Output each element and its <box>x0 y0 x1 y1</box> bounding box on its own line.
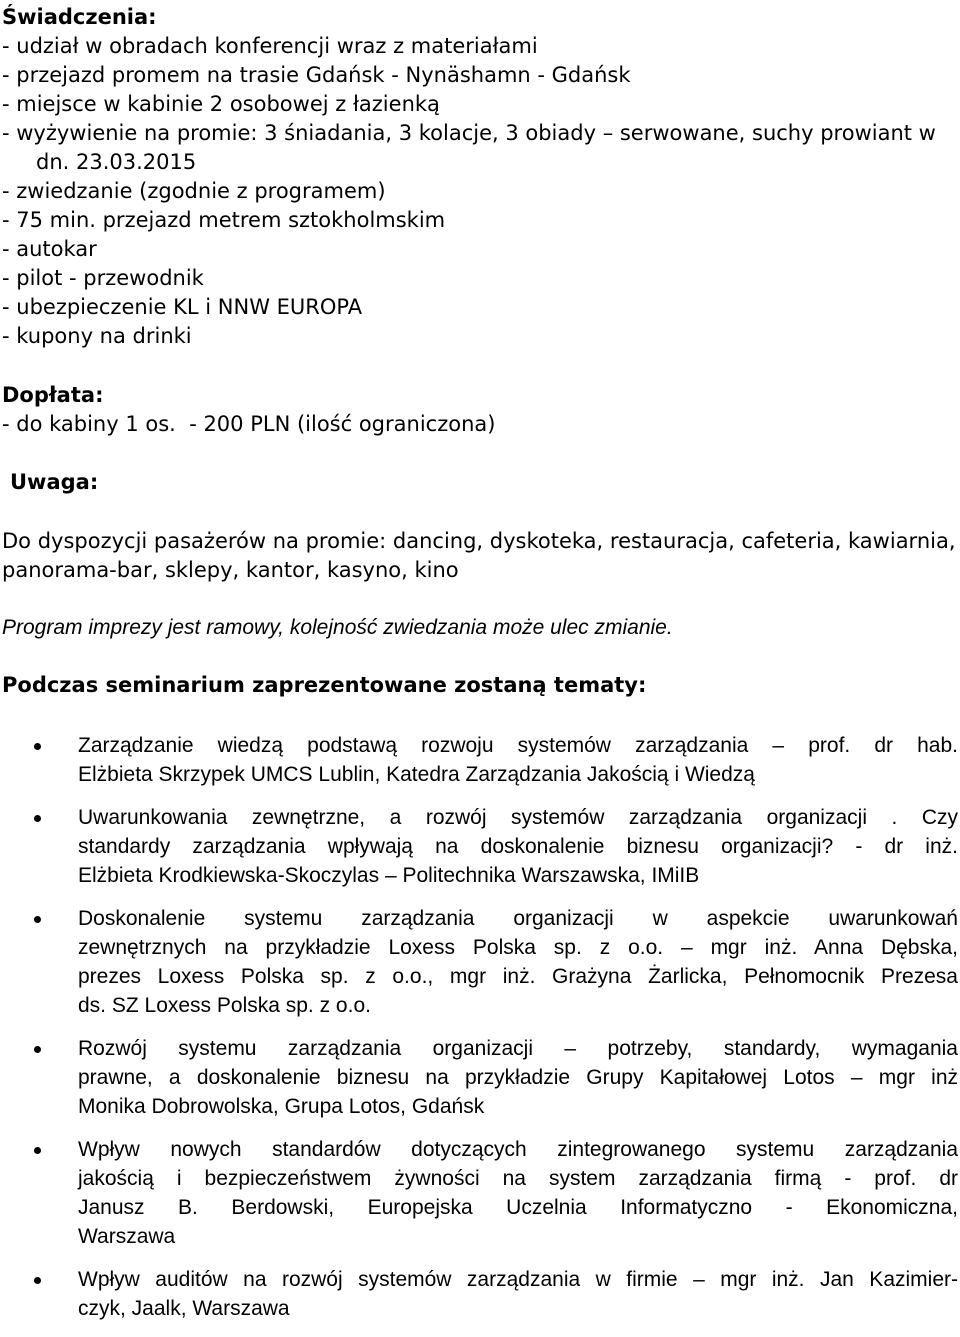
topic-line: Rozwój systemu zarządzania organizacji – potrzeby, standardy, wymagania <box>78 1037 958 1060</box>
topic-line: Zarządzanie wiedzą podstawą rozwoju systemów zarządzania – prof. dr hab. <box>78 734 958 757</box>
bullet-icon <box>34 743 41 750</box>
topic-line: ds. SZ Loxess Polska sp. z o.o. <box>78 994 371 1017</box>
benefit-item: - wyżywienie na promie: 3 śniadania, 3 kolacje, 3 obiady – serwowane, suchy prowiant w <box>2 121 936 145</box>
benefit-item: - zwiedzanie (zgodnie z programem) <box>2 179 386 203</box>
topic-line: Elżbieta Skrzypek UMCS Lublin, Katedra Zarządzania Jakością i Wiedzą <box>78 763 755 786</box>
topic-text <box>78 1034 958 1121</box>
topic-item <box>0 1034 960 1121</box>
benefit-item: - 75 min. przejazd metrem sztokholmskim <box>2 208 446 232</box>
benefit-item: - udział w obradach konferencji wraz z materiałami <box>2 34 538 58</box>
benefit-item: - kupony na drinki <box>2 324 192 348</box>
topic-text <box>78 904 958 1020</box>
bullet-icon <box>34 815 41 822</box>
benefit-item: - przejazd promem na trasie Gdańsk - Nynäshamn - Gdańsk <box>2 63 631 87</box>
bullet-icon <box>34 1277 41 1284</box>
benefits-heading: Świadczenia: <box>2 5 157 29</box>
topic-text <box>78 803 958 890</box>
topic-line: Wpływ nowych standardów dotyczących zintegrowanego systemu zarządzania <box>78 1138 958 1161</box>
topic-line: zewnętrznych na przykładzie Loxess Polska sp. z o.o. – mgr inż. Anna Dębska, <box>78 936 958 959</box>
topic-text <box>78 1135 958 1251</box>
topic-line: Doskonalenie systemu zarządzania organizacji w aspekcie uwarunkowań <box>78 907 958 930</box>
benefit-item: - autokar <box>2 237 97 261</box>
topic-line: czyk, Jaalk, Warszawa <box>78 1297 290 1320</box>
topic-item <box>0 803 960 890</box>
note-text-line: Do dyspozycji pasażerów na promie: dancing, dyskoteka, restauracja, cafeteria, kawiarnia, <box>2 529 956 553</box>
benefit-item: dn. 23.03.2015 <box>36 150 197 174</box>
topic-text <box>78 731 958 789</box>
benefit-item: - ubezpieczenie KL i NNW EUROPA <box>2 295 363 319</box>
topics-list <box>0 731 960 1337</box>
topic-line: prawne, a doskonalenie biznesu na przykładzie Grupy Kapitałowej Lotos – mgr inż <box>78 1066 958 1089</box>
note-text-line: panorama-bar, sklepy, kantor, kasyno, kino <box>2 558 459 582</box>
topic-line: Janusz B. Berdowski, Europejska Uczelnia Informatyczno - Ekonomiczna, <box>78 1196 958 1219</box>
topic-line: Wpływ auditów na rozwój systemów zarządzania w firmie – mgr inż. Jan Kazimier- <box>78 1268 958 1291</box>
benefit-item: - miejsce w kabinie 2 osobowej z łazienką <box>2 92 440 116</box>
topic-item <box>0 1135 960 1251</box>
bullet-icon <box>34 1147 41 1154</box>
program-note: Program imprezy jest ramowy, kolejność zwiedzania może ulec zmianie. <box>2 616 673 639</box>
topic-line: Warszawa <box>78 1225 176 1248</box>
topic-item <box>0 731 960 789</box>
topic-line: Elżbieta Krodkiewska-Skoczylas – Politechnika Warszawska, IMiIB <box>78 864 700 887</box>
benefit-item: - pilot - przewodnik <box>2 266 204 290</box>
bullet-icon <box>34 1046 41 1053</box>
surcharge-text: - do kabiny 1 os. - 200 PLN (ilość ograniczona) <box>2 412 496 436</box>
topic-line: Monika Dobrowolska, Grupa Lotos, Gdańsk <box>78 1095 485 1118</box>
surcharge-heading: Dopłata: <box>2 383 104 407</box>
topic-line: Uwarunkowania zewnętrzne, a rozwój systemów zarządzania organizacji . Czy <box>78 806 958 829</box>
seminar-heading: Podczas seminarium zaprezentowane zostaną tematy: <box>2 673 647 697</box>
bullet-icon <box>34 916 41 923</box>
topic-line: standardy zarządzania wpływają na doskonalenie biznesu organizacji? - dr inż. <box>78 835 958 858</box>
topic-line: jakością i bezpieczeństwem żywności na system zarządzania firmą - prof. dr <box>78 1167 958 1190</box>
note-heading: Uwaga: <box>10 470 99 494</box>
topic-item <box>0 904 960 1020</box>
topic-line: prezes Loxess Polska sp. z o.o., mgr inż. Grażyna Żarlicka, Pełnomocnik Prezesa <box>78 965 958 988</box>
